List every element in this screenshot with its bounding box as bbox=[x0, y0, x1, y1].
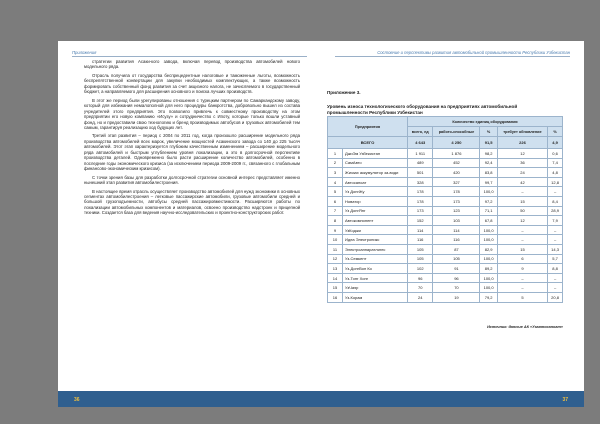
cell-n: 4 bbox=[328, 177, 343, 187]
col-need: требует обновление bbox=[497, 127, 547, 137]
cell-pct1: 100,0 bbox=[480, 235, 497, 245]
body-paragraph: В этот же период были урегулированы отношения с турецким партнером по Самаркандскому заводу, который для избежания немалополной для него процедуры банкротства, добровольно вышел из состава учредителей этого предприятия. Это позволило привлечь к совместному производству на этом предприятии его новую компанию «Исузу» и сотрудничество с Ипоту, которые только вошли уставный фонд, но и предоставили свою технологию и бренд производимых автобусов и грузовых автомобилей тем самым, гарантируя реализацию ход будущих лет. bbox=[84, 97, 300, 130]
cell-total: 173 bbox=[408, 206, 433, 216]
left-header-rule bbox=[72, 56, 307, 57]
cell-total: 489 bbox=[408, 158, 433, 168]
cell-total: 70 bbox=[408, 283, 433, 293]
cell-pct1: 89,2 bbox=[480, 264, 497, 274]
cell-pct2: 0,6 bbox=[548, 149, 563, 159]
cell-working: 103 bbox=[433, 216, 480, 226]
cell-need: 15 bbox=[497, 196, 547, 206]
equipment-wear-table bbox=[327, 116, 563, 303]
table-row bbox=[328, 225, 563, 235]
cell-pct1: 71,1 bbox=[480, 206, 497, 216]
col-group-equipment: Количество единиц оборудования bbox=[408, 117, 563, 127]
table-row bbox=[328, 264, 563, 274]
cell-pct2: 4,8 bbox=[548, 168, 563, 178]
cell-n: 1 bbox=[328, 149, 343, 159]
cell-pct2: – bbox=[548, 225, 563, 235]
cell-name: СамАвто bbox=[343, 158, 408, 168]
cell-total: 114 bbox=[408, 225, 433, 235]
cell-n: 2 bbox=[328, 158, 343, 168]
cell-pct1: 100,0 bbox=[480, 187, 497, 197]
right-page bbox=[321, 41, 584, 407]
cell-name: Жиззах аккумулятор за-води bbox=[343, 168, 408, 178]
table-row bbox=[328, 292, 563, 302]
cell-n: 11 bbox=[328, 244, 343, 254]
cell-n: 6 bbox=[328, 196, 343, 206]
cell-need: 42 bbox=[497, 177, 547, 187]
cell-pct2: 8,8 bbox=[548, 264, 563, 274]
cell-pct1: 99,7 bbox=[480, 177, 497, 187]
cell-name: Уз-ДонгВон Ко bbox=[343, 264, 408, 274]
left-running-header: Приложения bbox=[72, 50, 97, 55]
cell-pct2: 12,8 bbox=[548, 177, 563, 187]
cell-pct1: 100,0 bbox=[480, 283, 497, 293]
cell-total: 102 bbox=[408, 264, 433, 274]
table-row bbox=[328, 187, 563, 197]
table-row bbox=[328, 273, 563, 283]
cell-need: 5 bbox=[497, 292, 547, 302]
cell-name: Уз-Тонг Хонг bbox=[343, 273, 408, 283]
table-row bbox=[328, 244, 563, 254]
cell-working: 123 bbox=[433, 206, 480, 216]
cell-total: 96 bbox=[408, 273, 433, 283]
cell-name: Уз-Семкент bbox=[343, 254, 408, 264]
body-paragraph: С точки зрения базы для разработки долгосрочной стратегии основной интерес представляет именно нынешний этап развития автомобилестроения. bbox=[84, 174, 300, 186]
cell-need: 15 bbox=[497, 244, 547, 254]
body-paragraph: В настоящее время отрасль осуществляет производство автомобилей для нужд экономики в основных сегментах автомобилестроения – легковые пассажирские автомобили, грузовые автомобили средней и большой грузоподъемности, автобусы средней пассажировместимости. Расширяются работы по локализации автомобильных компонентов и материалов, освоено производство надстроек и прицепной техники. Создается база для ведения научно-исследовательских и проектно-конструкторских работ. bbox=[84, 188, 300, 216]
table-row bbox=[328, 206, 563, 216]
table-row bbox=[328, 283, 563, 293]
cell-pct2: 8,4 bbox=[548, 196, 563, 206]
col-enterprises: Предприятия bbox=[328, 117, 408, 137]
cell-need: – bbox=[497, 225, 547, 235]
cell-pct1: 79,2 bbox=[480, 292, 497, 302]
table-row bbox=[328, 149, 563, 159]
cell-pct2: 7,9 bbox=[548, 216, 563, 226]
cell-pct2: 14,3 bbox=[548, 244, 563, 254]
cell-pct2: – bbox=[548, 273, 563, 283]
cell-total: 328 bbox=[408, 177, 433, 187]
body-paragraph: Третий этап развития – период с 2004 по 2011 год, когда произошло расширение модельного ряда производства автомобилей всех марок, увеличение мощностей Асакинского завода со 140 до 225 тысяч автомобилей. Этот этап характеризуется глубоким качественным изменением – расширение модельного ряда автомобилей и быстрым углублением уровня локализации, а это в долгосрочной перспективе производства деталей. Одновременно было расти расширение количество автомобилей, особенно в последние годы экономического кризиса (за исключением периода 2009-2009 гг., связанного с глобальным финансово-экономическим кризисом). bbox=[84, 133, 300, 172]
cell-working: 420 bbox=[433, 168, 480, 178]
cell-total: 152 bbox=[408, 216, 433, 226]
cell-n: 9 bbox=[328, 225, 343, 235]
body-paragraph: стратегии развития Асаки-кого завода, включая перевод производства автомобилей нового модельного ряда. bbox=[84, 59, 300, 70]
cell-working: 452 bbox=[433, 158, 480, 168]
body-paragraph: Отрасль получила от государства беспрецедентные налоговые и таможенные льготы, возможность беспрепятственной конвертации для закупки необходимых комплектующих, а также возможность формировать собственный фонд развития за счет акцизного налога, не зачисляемого в государственный бюджет, а направляемого для расширения основного и поиска лучших производств. bbox=[84, 72, 300, 95]
cell-name: Идеа Электроникс bbox=[343, 235, 408, 245]
left-page bbox=[58, 41, 321, 407]
right-header-rule bbox=[335, 56, 570, 57]
table-body bbox=[328, 137, 563, 303]
cell-pct1: 100,0 bbox=[480, 225, 497, 235]
cell-need: 12 bbox=[497, 216, 547, 226]
cell-working: 1 876 bbox=[433, 149, 480, 159]
cell-n: 8 bbox=[328, 216, 343, 226]
cell-pct2: 5,7 bbox=[548, 254, 563, 264]
right-page-number: 37 bbox=[562, 397, 568, 403]
cell-pct2: – bbox=[548, 235, 563, 245]
table-row bbox=[328, 168, 563, 178]
col-pct1: % bbox=[480, 127, 497, 137]
cell-total: 24 bbox=[408, 292, 433, 302]
cell-n: 15 bbox=[328, 283, 343, 293]
col-total: всего, ед bbox=[408, 127, 433, 137]
cell-pct1: 98,2 bbox=[480, 149, 497, 159]
cell-working: 19 bbox=[433, 292, 480, 302]
table-source: Источник: данные АК «Узавтосаноат» bbox=[487, 325, 563, 329]
cell-n: 5 bbox=[328, 187, 343, 197]
cell-need: – bbox=[497, 235, 547, 245]
cell-name: УзЧаэр bbox=[343, 283, 408, 293]
cell-name: Автокомпонент bbox=[343, 216, 408, 226]
cell-n: 7 bbox=[328, 206, 343, 216]
cell-pct2: 28,9 bbox=[548, 206, 563, 216]
cell-name: Автосаноат bbox=[343, 177, 408, 187]
cell-total: 116 bbox=[408, 235, 433, 245]
cell-name: УзКоджи bbox=[343, 225, 408, 235]
cell-pct2: – bbox=[548, 187, 563, 197]
table-row bbox=[328, 158, 563, 168]
cell-pct2: – bbox=[548, 283, 563, 293]
appendix-title bbox=[327, 90, 557, 116]
cell-need: 9 bbox=[497, 264, 547, 274]
cell-need: – bbox=[497, 283, 547, 293]
cell-total: 105 bbox=[408, 244, 433, 254]
cell-working: 87 bbox=[433, 244, 480, 254]
table-title: Уровень износа технологического оборудования на предприятиях автомобильной промышленности Республики Узбекистан bbox=[327, 104, 518, 115]
table-row bbox=[328, 177, 563, 187]
table-total-row bbox=[328, 137, 563, 149]
cell-name: Уз ДонгЖу bbox=[343, 187, 408, 197]
cell-need: – bbox=[497, 273, 547, 283]
cell-working: 327 bbox=[433, 177, 480, 187]
total-pct2: 4,9 bbox=[548, 137, 563, 149]
cell-total: 178 bbox=[408, 187, 433, 197]
table-row bbox=[328, 216, 563, 226]
appendix-label: Приложение 3. bbox=[327, 90, 361, 95]
cell-need: 6 bbox=[497, 254, 547, 264]
cell-name: Новатор bbox=[343, 196, 408, 206]
cell-n: 13 bbox=[328, 264, 343, 274]
cell-pct1: 83,8 bbox=[480, 168, 497, 178]
table-row bbox=[328, 235, 563, 245]
cell-total: 1 911 bbox=[408, 149, 433, 159]
cell-n: 10 bbox=[328, 235, 343, 245]
cell-n: 16 bbox=[328, 292, 343, 302]
cell-working: 178 bbox=[433, 187, 480, 197]
cell-name: Электроаппаратлигес bbox=[343, 244, 408, 254]
table-row bbox=[328, 254, 563, 264]
cell-pct1: 82,9 bbox=[480, 244, 497, 254]
cell-pct1: 100,0 bbox=[480, 273, 497, 283]
cell-working: 116 bbox=[433, 235, 480, 245]
total-pct1: 91,5 bbox=[480, 137, 497, 149]
cell-need: 50 bbox=[497, 206, 547, 216]
cell-total: 501 bbox=[408, 168, 433, 178]
cell-pct1: 100,0 bbox=[480, 254, 497, 264]
cell-working: 114 bbox=[433, 225, 480, 235]
cell-n: 14 bbox=[328, 273, 343, 283]
left-body-text bbox=[84, 59, 300, 219]
right-running-header: Состояние и перспективы развития автомобильной промышленности Республики Узбекистан bbox=[377, 50, 570, 55]
cell-name: Уз-Корам bbox=[343, 292, 408, 302]
cell-n: 3 bbox=[328, 168, 343, 178]
cell-working: 173 bbox=[433, 196, 480, 206]
cell-pct1: 67,8 bbox=[480, 216, 497, 226]
cell-need: 24 bbox=[497, 168, 547, 178]
left-page-number: 36 bbox=[74, 397, 80, 403]
total-need: 226 bbox=[497, 137, 547, 149]
table-row bbox=[328, 196, 563, 206]
cell-working: 105 bbox=[433, 254, 480, 264]
cell-working: 96 bbox=[433, 273, 480, 283]
cell-working: 70 bbox=[433, 283, 480, 293]
left-footer-bar bbox=[58, 391, 321, 407]
total-total: 4 643 bbox=[408, 137, 433, 149]
total-working: 4 250 bbox=[433, 137, 480, 149]
right-footer-bar bbox=[321, 391, 584, 407]
cell-pct2: 7,4 bbox=[548, 158, 563, 168]
cell-total: 105 bbox=[408, 254, 433, 264]
col-pct2: % bbox=[548, 127, 563, 137]
cell-name: Уз ДонгЯнг bbox=[343, 206, 408, 216]
cell-pct1: 92,4 bbox=[480, 158, 497, 168]
col-working: работо-способные bbox=[433, 127, 480, 137]
cell-need: 36 bbox=[497, 158, 547, 168]
cell-working: 91 bbox=[433, 264, 480, 274]
cell-pct2: 20,8 bbox=[548, 292, 563, 302]
cell-n: 12 bbox=[328, 254, 343, 264]
cell-name: ДжиЭм Узбекистан bbox=[343, 149, 408, 159]
cell-need: 12 bbox=[497, 149, 547, 159]
cell-total: 178 bbox=[408, 196, 433, 206]
total-label: ВСЕГО bbox=[328, 137, 408, 149]
cell-need: – bbox=[497, 187, 547, 197]
cell-pct1: 97,2 bbox=[480, 196, 497, 206]
